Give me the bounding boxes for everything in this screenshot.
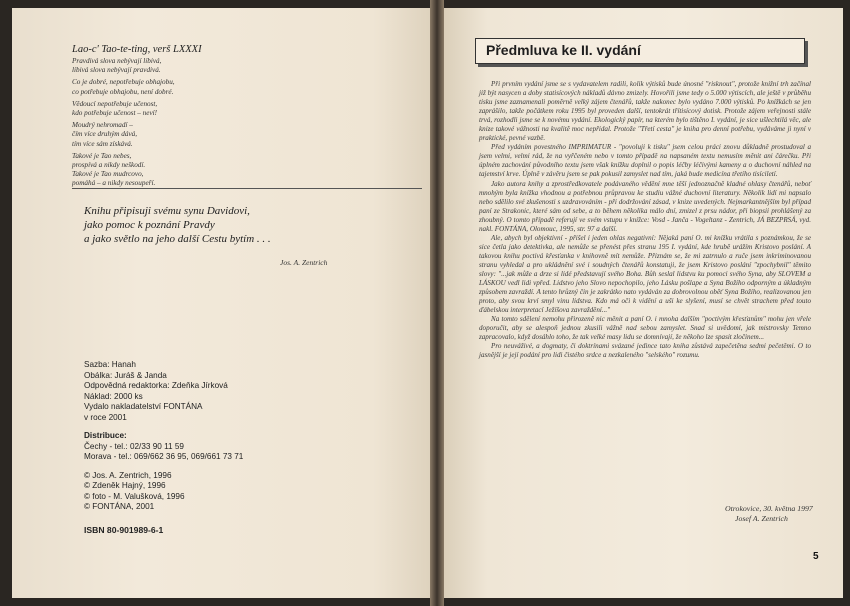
author-signature: Josef A. Zentrich [735, 514, 788, 523]
paragraph: Před vydáním povestného IMPRIMATUR - "povoluji k tisku" jsem celou práci znovu důkladně prostudoval a jsem velmi, velmi rád, že na vyřčeném nebo v tomto případě na napsaném textu nemusím měnit ani čárečku. Při úplném zachování původního textu jsem však knížku doplnil o popis léčby léčivými kameny a o duchovní náhled na tajemství krve. Úplně v závěru jsem se pak pokusil zamyslet nad tím, jaká bude medicína třetího tisíciletí. [479, 143, 811, 179]
paragraph: Pro neuváživé, a dogmaty, či doktrínami svázané jedince tato kniha zůstává zapečetěna sedmi pečetěmi. O to jasnější je její podání pro lidi čistého srdce a nezkaleného "selského" rozumu. [479, 342, 811, 360]
paragraph: Ale, abych byl objektivní - přišel i jeden ohlas negativní: Nějaká paní O. mi knížku vrátila s poznámkou, že se sice četla jako detektivka, ale nemůže se přenést přes stranu 195 I. vydání, kde hrubě urážím Kristovo poslání. A takovou knihu poctivá křesťanka v knihovně mít nemůže. Přiznám se, že mi zatrnulo a ruče jsem inkriminovanou stranu vyhledal a pro ukládnění své i soudných čtenářů konstatuji, že jsem Kristovo poslání "zpochybnil" těmito slovy: "...jak může a drze si lidé představují svého Boha. Bůh seslal lidstvu ku pomoci svého Syna, aby SLOVEM a LÁSKOU vedl lidi vpřed. Lidstvo jeho Slovo nepochopilo, jeho Lásku pošlape a Syna Božího odporným a úkladným způsobem zavraždí. A tento hrůzný čin je zakrátko nato vydáván za dobrovolnou oběť Syna Božího, realizovanou jen proto, aby svou krví smyl vinu lidstva. Kdo má oči k vidění a uši ke slyšení, musí se chvět strachem před touto ďábelskou interpretací Ježíšova zavraždění..." [479, 233, 811, 315]
poem [72, 44, 272, 192]
paragraph: Při prvním vydání jsme se s vydavatelem radili, kolik výtisků bude únosné "risknout", protože knižní trh začínal již být nasycen a doby statisícových nákladů dávno zmizely. Hovořili jsme tedy o 5.000 výtiscích, ale ještě v průběhu tisku jsme zaznamenali poměrně velký zájem čtenářů, takže nakonec bylo vydáno 7.000 výtisků. Po knížkách se jen zaprášilo, takže počátkem roku 1995 byl proveden další, tentokrát třítisícový dotisk. Protože zájem veřejnosti stále trvá, rozhodli jsme se k novému vydání. Ekologický papír, na kterém bylo tištěno I. vydání, je sice ušlechtilá věc, ale knize takové vážnosti na kvalitě moc nepřidal. Protože "Třetí cesta" je kniha pro denní potřebu, vydáváme ji nyní v praktické, pevné vazbě. [479, 80, 811, 143]
copyright-line: © Zdeněk Hajný, 1996 [84, 481, 166, 490]
poem-title: Lao-c' Tao-te-ting, verš LXXXI [72, 44, 202, 55]
dedication-signature: Jos. A. Zentrich [280, 258, 328, 267]
page-number: 5 [813, 551, 819, 562]
colophon-line: Obálka: Juráš & Janda [84, 370, 167, 380]
poem-stanza: Takové je Tao nebes, prospívá a nikdy neškodí. Takové je Tao mudrcovo, pomáhá – a nikdy nesoupeří. [72, 151, 156, 188]
poem-stanza: Moudrý nehromadí – čím více druhým dává, tím více sám získává. [72, 121, 138, 148]
book-gutter [430, 0, 444, 606]
poem-stanza: Pravdivá slova nebývají líbivá, líbivá slova nebývají pravdivá. [72, 57, 162, 75]
colophon-line: Sazba: Hanah [84, 360, 136, 369]
colophon-line: v roce 2001 [84, 412, 127, 422]
copyright-line: © FONTÁNA, 2001 [84, 502, 155, 511]
dedication: Knihu připisuji svému synu Davidovi, jako pomoc k poznání Pravdy a jako světlo na jeho další Cestu bytím . . . [84, 205, 271, 245]
distribution-line: Morava - tel.: 069/662 36 95, 069/661 73 71 [84, 452, 244, 461]
copyright-line: © Jos. A. Zentrich, 1996 [84, 470, 172, 480]
place-date: Otrokovice, 30. května 1997 [725, 504, 813, 513]
copyright-line: © foto - M. Valušková, 1996 [84, 491, 185, 501]
left-page [12, 8, 437, 598]
colophon-line: Náklad: 2000 ks [84, 391, 143, 401]
colophon-line: Odpovědná redaktorka: Zdeňka Jírková [84, 381, 228, 390]
heading-box [475, 38, 805, 64]
right-page [439, 8, 843, 598]
preface-text [479, 80, 811, 360]
distribution-title: Distribuce: [84, 431, 127, 440]
isbn: ISBN 80-901989-6-1 [84, 524, 164, 535]
page-title: Předmluva ke II. vydání [486, 42, 641, 58]
copyright-block [84, 471, 344, 513]
distribution-line: Čechy - tel.: 02/33 90 11 59 [84, 441, 184, 451]
divider [72, 188, 422, 189]
colophon-line: Vydalo nakladatelství FONTÁNA [84, 402, 203, 411]
paragraph: Na tomto sdělení nemohu přirozeně nic měnit a paní O. i mnoha dalším "poctivým křesťanům" mohu jen vřele doporučit, aby se alespoň jednou zkusili vážně nad sebou zamyslet. Snad si uvědomí, jak mistrovsky Temno zapracovalo, když dosáhlo toho, že tak velké masy lidu se domnívají, že někoho lze spasit zločinem... [479, 315, 811, 342]
poem-stanza: Co je dobré, nepotřebuje obhajobu, co potřebuje obhajobu, není dobré. [72, 78, 175, 96]
poem-stanza: Vědoucí nepotřebuje učenost, kdo potřebuje učenost – neví! [72, 99, 158, 118]
paragraph: Jako autora knihy a zprostředkovatele podávaného vědění mne těší jednoznačně kladné ohlasy čtenářů, neboť mnohým byla knížka vhodnou a potřebnou průpravou ke studiu vážné duchovní literatury. Několik lidí mi napsalo nebo sdělilo své zkušenosti s uzdravováním - při dodržování zásad, v knize uvedených. Nejmarkantnějším byl případ paní ze Strakonic, které sám od sebe, a to během několika málo dní, zmizel z prsu nádor, při biopsii prohlášený za zhoubný. O tomto případě referují ve svém vstupu v knížce: Vosd - Janča - Vogeltanz - Zentrich, JÁ BEZPRSÁ, vyd. nakl. FONTÁNA, Olomouc, 1995, str. 97 a další. [479, 179, 811, 233]
colophon [84, 360, 344, 535]
